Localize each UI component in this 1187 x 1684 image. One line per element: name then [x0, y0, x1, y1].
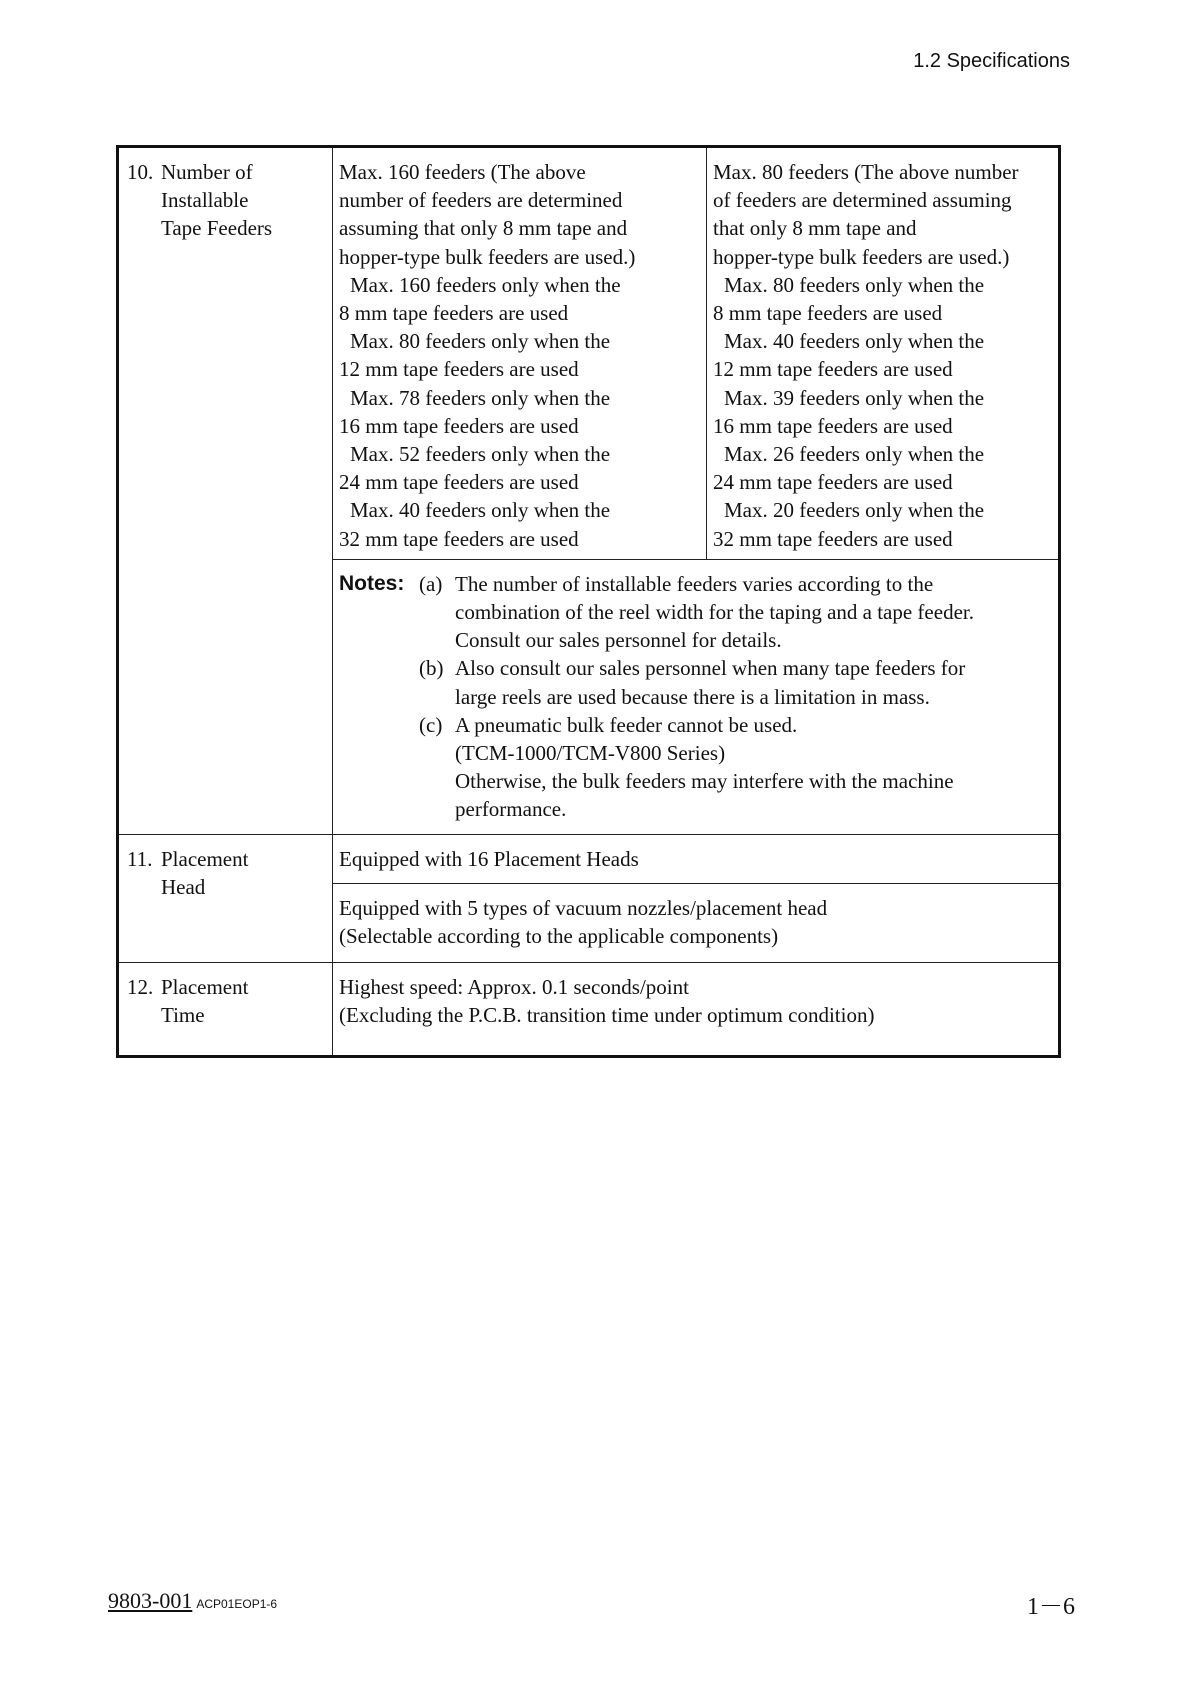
spec-value-cell — [333, 883, 1060, 962]
spec-value-cell — [333, 834, 1060, 883]
spec-label-cell — [118, 147, 333, 835]
notes-cell — [333, 559, 1060, 834]
text-line: large reels are used because there is a limitation in mass. — [455, 684, 930, 709]
spec-number: 10. — [127, 160, 154, 184]
note-item — [339, 570, 1052, 655]
text-line: (Selectable according to the applicable components) — [339, 924, 779, 949]
note-key: (a) — [419, 571, 443, 596]
table-row — [118, 147, 1060, 560]
note-key: (b) — [419, 656, 444, 681]
text-line: of feeders are determined assuming — [713, 188, 1012, 213]
spec-label-cell — [118, 962, 333, 1056]
text-line: hopper-type bulk feeders are used.) — [339, 244, 636, 269]
text-line: Max. 40 feeders only when the — [724, 329, 985, 354]
text-line: Max. 160 feeders (The above — [339, 160, 586, 184]
spec-value-cell — [333, 962, 1060, 1056]
spec-label-line: Time — [161, 1003, 205, 1028]
note-item — [339, 654, 1052, 710]
text-line: number of feeders are determined — [339, 188, 623, 213]
spec-number: 12. — [127, 974, 154, 999]
text-line: Max. 20 feeders only when the — [724, 498, 985, 523]
text-line: 8 mm tape feeders are used — [713, 301, 943, 326]
text-line: performance. — [455, 797, 567, 822]
section-header: 1.2 Specifications — [913, 50, 1070, 72]
text-line: 16 mm tape feeders are used — [713, 413, 953, 438]
text-line: 24 mm tape feeders are used — [339, 470, 579, 495]
spec-label-line: Head — [161, 874, 206, 899]
text-line: Max. 78 feeders only when the — [350, 385, 611, 410]
text-line: Max. 39 feeders only when the — [724, 385, 985, 410]
text-line: Max. 160 feeders only when the — [350, 272, 621, 297]
notes-heading: Notes: — [339, 571, 405, 595]
text-line: Highest speed: Approx. 0.1 seconds/point — [339, 974, 689, 999]
specifications-table — [116, 145, 1061, 1058]
text-line: Max. 80 feeders only when the — [350, 329, 611, 354]
spec-label-cell — [118, 834, 333, 962]
text-line: 24 mm tape feeders are used — [713, 470, 953, 495]
text-line: Max. 52 feeders only when the — [350, 442, 611, 467]
text-line: Max. 80 feeders only when the — [724, 272, 985, 297]
spec-label-line: Number of — [161, 160, 253, 184]
doc-ref: ACP01EOP1-6 — [196, 1597, 278, 1611]
text-line: that only 8 mm tape and — [713, 216, 917, 241]
page-number: 1－6 — [1027, 1594, 1075, 1620]
text-line: combination of the reel width for the taping and a tape feeder. — [455, 600, 974, 625]
text-line: Equipped with 16 Placement Heads — [339, 846, 639, 871]
text-line: (Excluding the P.C.B. transition time under optimum condition) — [339, 1003, 875, 1028]
text-line: (TCM-1000/TCM-V800 Series) — [455, 741, 726, 766]
spec-value-cell-a — [333, 147, 707, 560]
text-line: Max. 26 feeders only when the — [724, 442, 985, 467]
text-line: Also consult our sales personnel when many tape feeders for — [455, 656, 966, 681]
spec-label-line: Placement — [161, 846, 249, 871]
text-line: 8 mm tape feeders are used — [339, 301, 569, 326]
spec-label-line: Tape Feeders — [161, 216, 273, 241]
note-item — [339, 711, 1052, 824]
text-line: A pneumatic bulk feeder cannot be used. — [455, 712, 798, 737]
text-line: 32 mm tape feeders are used — [713, 526, 953, 551]
text-line: hopper-type bulk feeders are used.) — [713, 244, 1010, 269]
note-key: (c) — [419, 712, 443, 737]
spec-label-line: Installable — [161, 188, 249, 213]
spec-number: 11. — [127, 846, 153, 871]
text-line: 12 mm tape feeders are used — [713, 357, 953, 382]
spec-label-line: Placement — [161, 974, 249, 999]
table-row — [118, 962, 1060, 1056]
text-line: Otherwise, the bulk feeders may interfere with the machine — [455, 769, 954, 794]
text-line: 32 mm tape feeders are used — [339, 526, 579, 551]
text-line: The number of installable feeders varies according to the — [455, 571, 934, 596]
text-line: Consult our sales personnel for details. — [455, 628, 782, 653]
text-line: Equipped with 5 types of vacuum nozzles/placement head — [339, 895, 828, 920]
spec-value-cell-b — [707, 147, 1060, 560]
doc-code: 9803-001 — [108, 1588, 193, 1613]
text-line: Max. 40 feeders only when the — [350, 498, 611, 523]
text-line: Max. 80 feeders (The above number — [713, 160, 1019, 184]
text-line: 16 mm tape feeders are used — [339, 413, 579, 438]
text-line: 12 mm tape feeders are used — [339, 357, 579, 382]
text-line: assuming that only 8 mm tape and — [339, 216, 628, 241]
footer-doc-id — [108, 1588, 277, 1614]
table-row — [118, 834, 1060, 883]
